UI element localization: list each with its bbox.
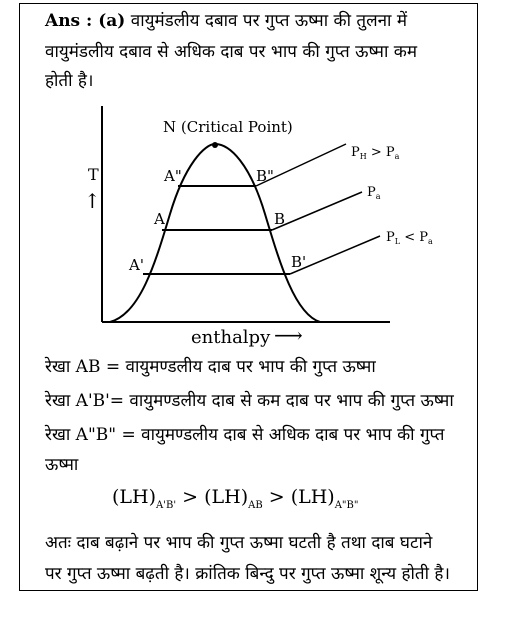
- y-axis-arrow-icon: ↑: [84, 189, 101, 213]
- isobar-high-label: $P_H > P_a$: [351, 145, 400, 161]
- isobar-atm: [272, 192, 362, 230]
- critical-point-dot: [212, 142, 218, 148]
- isobar-atm-label: $P_a$: [367, 185, 381, 201]
- line-a2b2-description: रेखा A"B" = वायुमण्डलीय दाब से अधिक दाब पर भाप की गुप्त: [45, 425, 445, 445]
- x-axis-arrow-icon: ⟶: [274, 323, 303, 347]
- point-b2-label: B": [256, 167, 274, 185]
- x-axis-label: enthalpy: [191, 327, 271, 348]
- line-ab-description: रेखा AB = वायुमण्डलीय दाब पर भाप की गुप्त ऊष्मा: [45, 357, 376, 377]
- line-a2b2-continuation: ऊष्मा: [45, 455, 79, 475]
- answer-line-1: [45, 10, 407, 32]
- answer-line-2: वायुमंडलीय दबाव से अधिक दाब पर भाप की गुप्त ऊष्मा कम: [45, 42, 418, 62]
- y-axis-label: T: [88, 165, 99, 184]
- isobar-low-label: $P_L < P_a$: [386, 230, 433, 246]
- critical-point-label: N (Critical Point): [163, 118, 293, 136]
- point-a1-label: A': [129, 256, 144, 274]
- latent-heat-inequality: $(LH)_{A'B'} > (LH)_{AB} > (LH)_{A"B"}$: [112, 486, 359, 511]
- answer-label: Ans : (a): [45, 11, 126, 31]
- point-a-label: A: [154, 210, 165, 228]
- conclusion-line-1: अतः दाब बढ़ाने पर भाप की गुप्त ऊष्मा घटती है तथा दाब घटाने: [45, 533, 433, 553]
- point-b-label: B: [274, 210, 286, 228]
- answer-box: [19, 3, 478, 591]
- answer-text-1: वायुमंडलीय दबाव पर गुप्त ऊष्मा की तुलना में: [130, 11, 408, 31]
- answer-line-3: होती है।: [45, 71, 94, 91]
- line-a1b1-description: रेखा A'B'= वायुमण्डलीय दाब से कम दाब पर भाप की गुप्त ऊष्मा: [45, 391, 454, 411]
- enthalpy-temperature-diagram: [80, 104, 480, 359]
- point-b1-label: B': [291, 253, 307, 271]
- point-a2-label: A": [164, 167, 182, 185]
- conclusion-line-2: पर गुप्त ऊष्मा बढ़ती है। क्रांतिक बिन्दु पर गुप्त ऊष्मा शून्य होती है।: [45, 564, 450, 584]
